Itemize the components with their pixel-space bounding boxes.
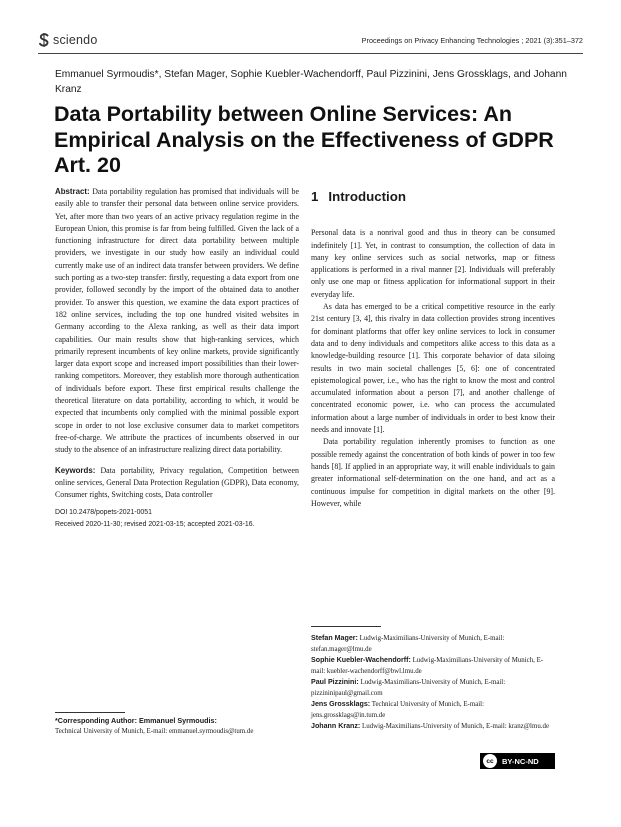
doi: DOI 10.2478/popets-2021-0051 xyxy=(55,509,152,517)
section-title: Introduction xyxy=(328,189,406,204)
section-heading xyxy=(311,191,555,203)
logo-text: sciendo xyxy=(53,33,98,47)
left-column xyxy=(55,186,299,530)
affiliation-entry: Sophie Kuebler-Wachendorff: Ludwig-Maximilians-University of Munich, E-mail: kuebler-wachendorff@bwl.lmu.de xyxy=(311,656,544,675)
abstract-label: Abstract: xyxy=(55,187,90,196)
abstract xyxy=(55,186,299,457)
header-divider xyxy=(38,53,583,54)
sciendo-s-icon xyxy=(38,33,50,47)
footnote-rule xyxy=(311,626,381,627)
keywords-text: Data portability, Privacy regulation, Competition between online services, General Data Protection Regulation (GDPR), Data economy, Consumer rights, Switching costs, Data controller xyxy=(55,465,299,500)
author-list: Emmanuel Syrmoudis*, Stefan Mager, Sophie Kuebler-Wachendorff, Paul Pizzinini, Jens Grossklags, and Johann Kranz xyxy=(55,69,567,95)
license-badge[interactable] xyxy=(480,753,555,769)
intro-paragraph: Personal data is a nonrival good and thus in theory can be consumed indefinitely [1]. Yet, in contrast to consumption, the collection of data in many key online services such as social networks, map or fitness applications is performed in a rival manner [2]. Individuals will preferably only use one map or fitness application for informational support in their everyday life. xyxy=(311,228,555,299)
keywords xyxy=(55,465,299,502)
publication-info xyxy=(55,507,299,530)
keywords-label: Keywords: xyxy=(55,465,96,475)
affiliations-footnote xyxy=(311,626,555,733)
page-header xyxy=(38,33,583,51)
footnote-rule xyxy=(55,712,125,713)
intro-paragraph: As data has emerged to be a critical competitive resource in the early 21st century [3, 4], this rivalry in data collection provides strong incentives for dominant platforms that offer key online services to lock in consumer data and to deny individuals and competitors alike access to this data as a knowledge-building resource [1]. This corporate behavior of data siloing results in two main societal challenges [5, 6]: one of concentrated epistemological power, i.e., who has the right to know the most and control accumulated information about a person [7], and another challenge of concentrated economic power, i.e. who can process the accumulated information about a large number of individuals in order to best know their needs and innovate [1]. xyxy=(311,302,555,435)
paper-title: Data Portability between Online Services: An Empirical Analysis on the Effectiveness of GDPR Art. 20 xyxy=(54,102,554,177)
corresponding-author-footnote xyxy=(55,712,299,737)
license-text: BY-NC-ND xyxy=(502,756,539,766)
journal-citation: Proceedings on Privacy Enhancing Technologies ; 2021 (3):351–372 xyxy=(361,36,583,45)
affiliation-entry: Jens Grossklags: Technical University of Munich, E-mail: jens.grossklags@in.tum.de xyxy=(311,700,484,719)
affiliation-entry: Johann Kranz: Ludwig-Maximilians-University of Munich, E-mail: kranz@lmu.de xyxy=(311,722,549,730)
affiliation-entry: Stefan Mager: Ludwig-Maximilians-University of Munich, E-mail: stefan.mager@lmu.de xyxy=(311,634,505,653)
section-number: 1 xyxy=(311,189,319,204)
abstract-text: Data portability regulation has promised that individuals will be easily able to transfer their personal data between online service providers. Yet, after more than two years of an active privacy regulation regime in the European Union, this promise is far from being fulfilled. Given the lack of a functioning infrastructure for direct data portability between multiple providers, we investigate in our study how easily an individual could currently make use of an indirect data transfer between providers. We define such porting as a two-step transfer: firstly, requesting a data export from one provider, followed secondly by the import of the obtained data to another provider. To answer this question, we examine the data export practices of 182 online services, including the top one hundred visited websites in Germany according to the Alexa ranking, as well as their data import capabilities. Our main results show that high-ranking services, which primarily represent incumbents of key online markets, provide significantly larger data export scope and increased import possibilities than their lower-ranking competitors. Moreover, they establish more thorough authentication of individuals before export. These first empirical results challenge the theoretical literature on data portability, according to which, it would be expected that incumbents only complied with the minimal possible export scope in order to not lose exclusive consumer data to market competitors free-of-charge. We attribute the practices of incumbents observed in our study to the absence of an infrastructure realizing direct data portability. xyxy=(55,187,299,455)
right-column xyxy=(311,186,555,510)
publisher-logo xyxy=(38,33,98,47)
received-dates: Received 2020-11-30; revised 2021-03-15; accepted 2021-03-16. xyxy=(55,520,255,528)
intro-paragraph: Data portability regulation inherently promises to function as one possible remedy against the concentration of both kinds of power in too few hands [8]. If applied in an appropriate way, it will enable individuals to gain greater informational self-determination on the one hand, and act as a continuous impulse for competition in digital markets on the other [9]. However, while xyxy=(311,437,555,508)
affiliation-entry: Paul Pizzinini: Ludwig-Maximilians-University of Munich, E-mail: pizzininipaul@gmail.com xyxy=(311,678,506,697)
corresponding-author-details: Technical University of Munich, E-mail: emmanuel.syrmoudis@tum.de xyxy=(55,727,254,735)
corresponding-author-label: *Corresponding Author: Emmanuel Syrmoudis: xyxy=(55,716,217,725)
creative-commons-icon: cc xyxy=(483,754,497,768)
